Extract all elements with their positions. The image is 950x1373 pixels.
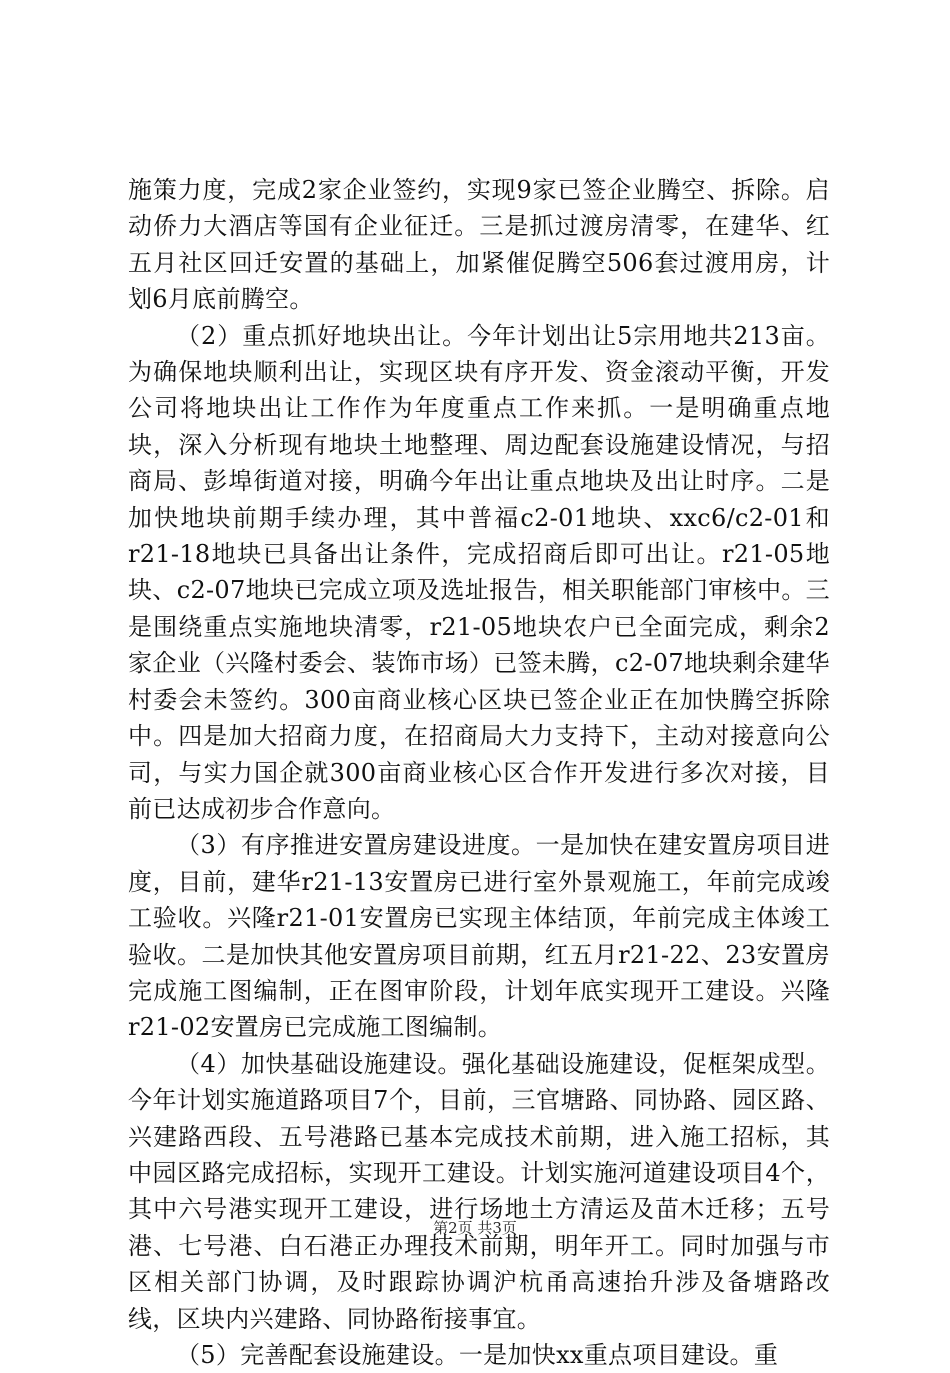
paragraph-supporting-facilities: （5）完善配套设施建设。一是加快xx重点项目建设。重 [176, 1341, 779, 1369]
paragraph-infrastructure: （4）加快基础设施建设。强化基础设施建设，促框架成型。今年计划实施道路项目7个，目前，三官塘路、同协路、园区路、兴建路西段、五号港路已基本完成技术前期，进入施工招标，其中园区路完成招标，实现开工建设。计划实施河道建设项目4个，其中六号港实现开工建设，进行场地土方清运及苗木迁移；五号港、七号港、白石港正办理技术前期，明年开工。同时加强与市区相关部门协调，及时跟踪协调沪杭甬高速抬升涉及备塘路改线，区块内兴建路、同协路衔接事宜。 [128, 1049, 830, 1333]
paragraph-continuation: 施策力度，完成2家企业签约，实现9家已签企业腾空、拆除。启动侨力大酒店等国有企业征迁。三是抓过渡房清零，在建华、红五月社区回迁安置的基础上，加紧催促腾空506套过渡用房，计划6月底前腾空。 [128, 176, 830, 314]
paragraph-land-transfer: （2）重点抓好地块出让。今年计划出让5宗用地共213亩。为确保地块顺利出让，实现区块有序开发、资金滚动平衡，开发公司将地块出让工作作为年度重点工作来抓。一是明确重点地块，深入分析现有地块土地整理、周边配套设施建设情况，与招商局、彭埠街道对接，明确今年出让重点地块及出让时序。二是加快地块前期手续办理，其中普福c2-01地块、xxc6/c2-01和r21-18地块已具备出让条件，完成招商后即可出让。r21-05地块、c2-07地块已完成立项及选址报告，相关职能部门审核中。三是围绕重点实施地块清零，r21-05地块农户已全面完成，剩余2家企业（兴隆村委会、装饰市场）已签未腾，c2-07地块剩余建华村委会未签约。300亩商业核心区块已签企业正在加快腾空拆除中。四是加大招商力度，在招商局大力支持下，主动对接意向公司，与实力国企就300亩商业核心区合作开发进行多次对接，目前已达成初步合作意向。 [128, 321, 830, 823]
paragraph-resettlement-housing: （3）有序推进安置房建设进度。一是加快在建安置房项目进度，目前，建华r21-13安置房已进行室外景观施工，年前完成竣工验收。兴隆r21-01安置房已实现主体结顶，年前完成主体竣工验收。二是加快其他安置房项目前期，红五月r21-22、23安置房完成施工图编制，正在图审阶段，计划年底实现开工建设。兴隆r21-02安置房已完成施工图编制。 [128, 831, 830, 1042]
page-footer: 第2页 共3页 [433, 1219, 517, 1237]
document-body [128, 172, 830, 1373]
